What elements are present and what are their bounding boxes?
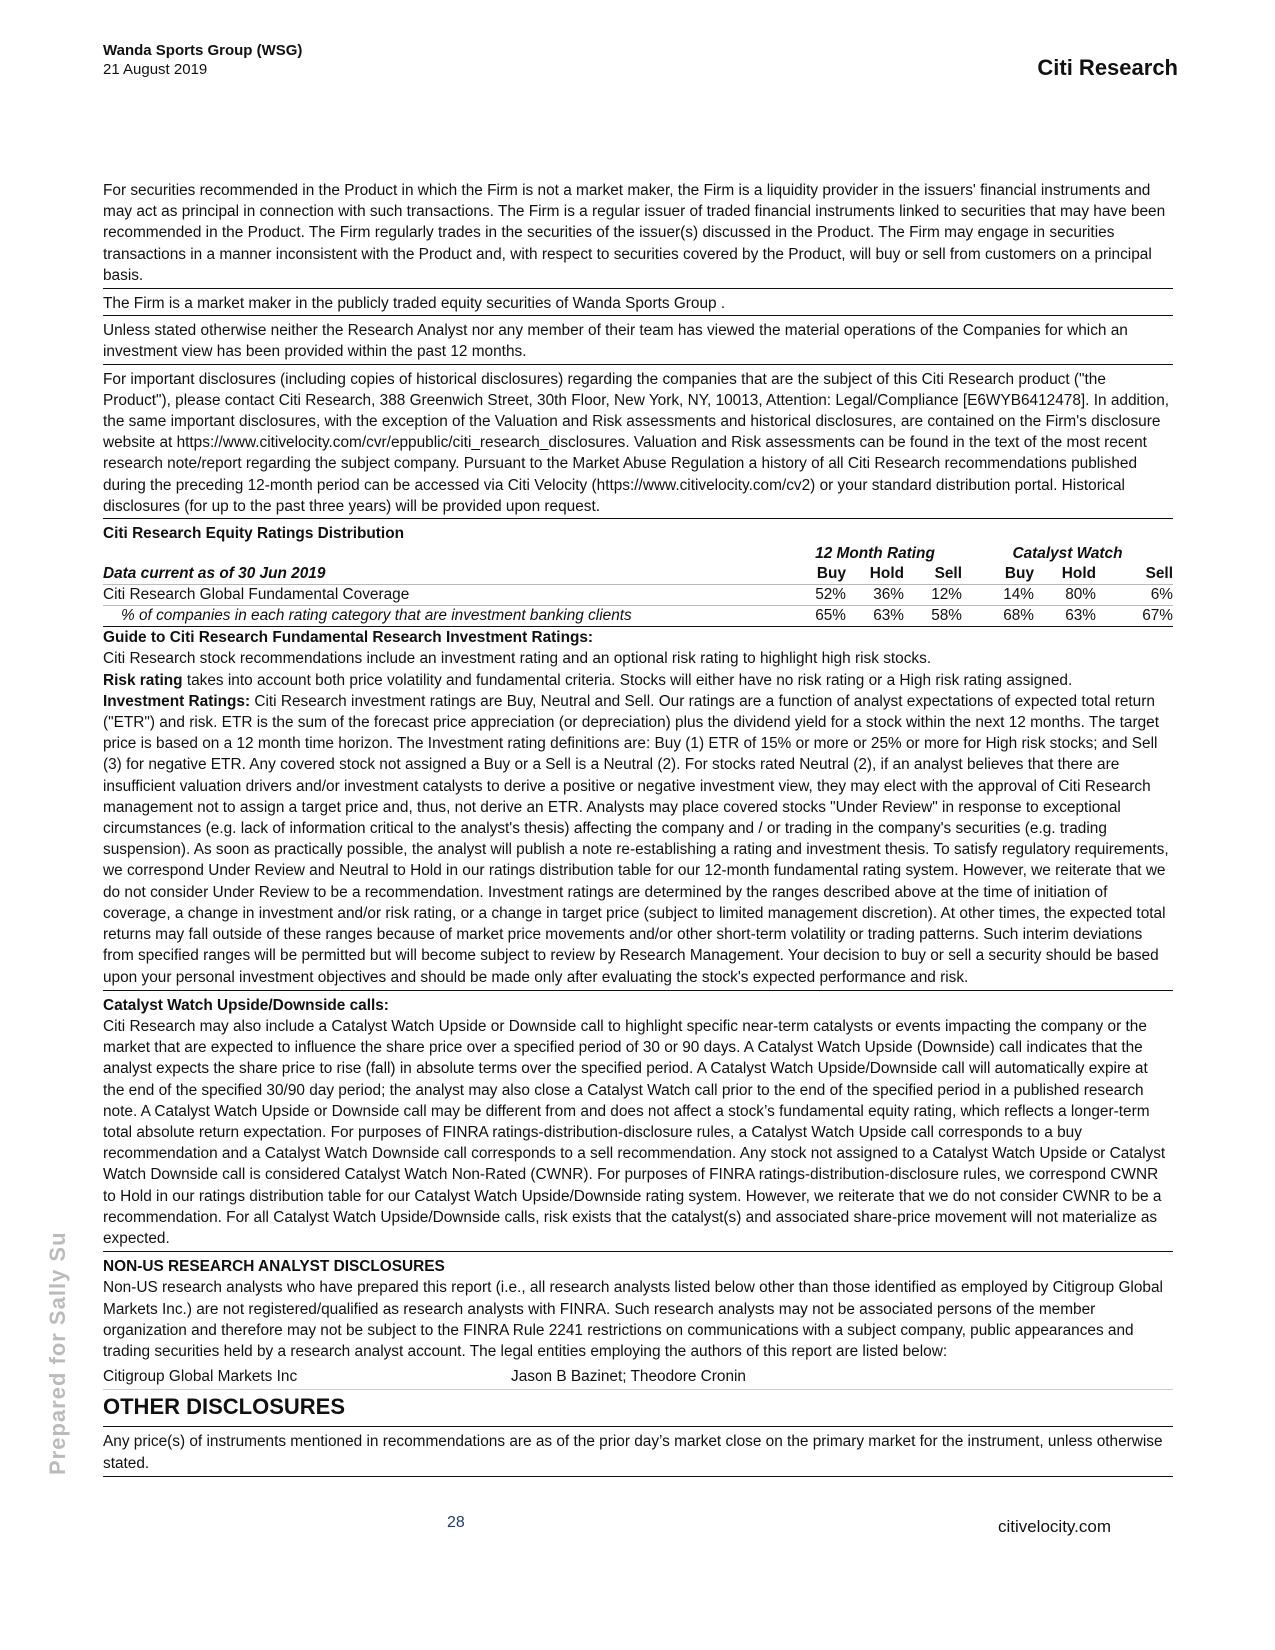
market-maker-liquidity-paragraph: For securities recommended in the Product in which the Firm is not a market maker, the Firm is a liquidity provider in the issuers' financial instruments and may act as principal in connection with such transactions. The Firm is a regular issuer of traded financial instruments linked to securities that may have been recommended in the Product. The Firm regularly trades in the securities of the issuer(s) discussed in the Product. The Firm may engage in securities transactions in a manner inconsistent with the Product and, with respect to securities covered by the Product, will buy or sell from customers on a principal basis. xyxy=(103,180,1173,289)
table-row xyxy=(103,585,1173,606)
ratings-distribution-title: Citi Research Equity Ratings Distribution xyxy=(103,525,405,543)
page-number: 28 xyxy=(447,1514,465,1531)
non-us-analyst-section xyxy=(103,1252,1173,1390)
footer-website: citivelocity.com xyxy=(997,1517,1111,1536)
row-label: % of companies in each rating category that are investment banking clients xyxy=(103,606,788,627)
column-header: Sell xyxy=(904,564,962,585)
table-cell: 6% xyxy=(1096,585,1173,606)
data-current-label: Data current as of 30 Jun 2019 xyxy=(103,564,788,585)
risk-rating-label: Risk rating xyxy=(103,671,183,689)
table-cell: 52% xyxy=(788,585,846,606)
column-header: Hold xyxy=(846,564,904,585)
column-header: Sell xyxy=(1096,564,1173,585)
company-name: Wanda Sports Group (WSG) xyxy=(103,42,303,59)
brand-title: Citi Research xyxy=(1037,55,1178,80)
legal-entity-name: Citigroup Global Markets Inc xyxy=(103,1368,298,1386)
table-row xyxy=(103,606,1173,627)
analyst-viewed-paragraph: Unless stated otherwise neither the Research Analyst nor any member of their team has viewed the material operations of the Companies for which an investment view has been provided within the past 12 months. xyxy=(103,316,1173,364)
group-12-month-rating: 12 Month Rating xyxy=(815,545,935,563)
ratings-guide-section xyxy=(103,627,1173,990)
firm-market-maker-paragraph: The Firm is a market maker in the publicly traded equity securities of Wanda Sports Group . xyxy=(103,289,1173,316)
legal-entity-row xyxy=(103,1362,1173,1390)
non-us-analyst-title: NON-US RESEARCH ANALYST DISCLOSURES xyxy=(103,1258,445,1276)
ratings-guide-intro: Citi Research stock recommendations include an investment rating and an optional risk rating to highlight high risk stocks. xyxy=(103,650,932,668)
catalyst-watch-text: Citi Research may also include a Catalyst Watch Upside or Downside call to highlight specific near-term catalysts or events impacting the company or the market that are expected to influence the share price over a specified period of 30 or 90 days. A Catalyst Watch Upside (Downside) call indicates that the analyst expects the share price to rise (fall) in absolute terms over the specified period. A Catalyst Watch Upside/Downside call will automatically expire at the end of the specified 30/90 day period; the analyst may also close a Catalyst Watch call prior to the end of the specified period in a published research note. A Catalyst Watch Upside or Downside call may be different from and does not affect a stock’s fundamental equity rating, which reflects a longer-term total absolute return expectation. For purposes of FINRA ratings-distribution-disclosure rules, a Catalyst Watch Upside call corresponds to a buy recommendation and a Catalyst Watch Downside call corresponds to a sell recommendation. Any stock not assigned to a Catalyst Watch Upside or Catalyst Watch Downside call is considered Catalyst Watch Non-Rated (CWNR). For purposes of FINRA ratings-distribution-disclosure rules, we correspond CWNR to Hold in our ratings distribution table for our Catalyst Watch Upside/Downside rating system. However, we reiterate that we do not consider CWNR to be a recommendation. For all Catalyst Watch Upside/Downside calls, risk exists that the catalyst(s) and associated share-price movement will not materialize as expected. xyxy=(103,1017,1166,1247)
ratings-distribution-table xyxy=(103,544,1173,627)
prepared-for-watermark: Prepared for Sally Su xyxy=(45,1231,70,1475)
catalyst-watch-title: Catalyst Watch Upside/Downside calls: xyxy=(103,996,389,1014)
risk-rating-paragraph xyxy=(103,670,1173,691)
table-cell: 14% xyxy=(962,585,1034,606)
risk-rating-text: takes into account both price volatility and fundamental criteria. Stocks will either have no risk rating or a High risk rating assigned. xyxy=(182,671,1073,689)
column-header: Buy xyxy=(962,564,1034,585)
other-disclosures-text: Any price(s) of instruments mentioned in recommendations are as of the prior day’s market close on the primary market for the instrument, unless otherwise stated. xyxy=(103,1427,1173,1476)
table-cell: 36% xyxy=(846,585,904,606)
disclosure-body xyxy=(103,180,1173,1477)
group-catalyst-watch: Catalyst Watch xyxy=(1012,545,1123,563)
table-cell: 80% xyxy=(1034,585,1096,606)
investment-ratings-label: Investment Ratings: xyxy=(103,692,251,710)
column-header: Buy xyxy=(788,564,846,585)
table-cell: 63% xyxy=(1034,606,1096,627)
table-cell: 63% xyxy=(846,606,904,627)
table-cell: 67% xyxy=(1096,606,1173,627)
investment-ratings-paragraph xyxy=(103,691,1173,990)
table-cell: 65% xyxy=(788,606,846,627)
row-label: Citi Research Global Fundamental Coverage xyxy=(103,585,788,606)
table-cell: 12% xyxy=(904,585,962,606)
analyst-names: Jason B Bazinet; Theodore Cronin xyxy=(511,1368,746,1386)
other-disclosures-title: OTHER DISCLOSURES xyxy=(103,1390,1173,1427)
report-header xyxy=(103,42,302,78)
column-header: Hold xyxy=(1034,564,1096,585)
table-cell: 58% xyxy=(904,606,962,627)
table-cell: 68% xyxy=(962,606,1034,627)
ratings-guide-title: Guide to Citi Research Fundamental Research Investment Ratings: xyxy=(103,629,594,647)
catalyst-watch-section xyxy=(103,991,1173,1252)
report-date: 21 August 2019 xyxy=(103,61,208,78)
non-us-analyst-text: Non-US research analysts who have prepared this report (i.e., all research analysts listed below other than those identified as employed by Citigroup Global Markets Inc.) are not registered/qualified as research analysts with FINRA. Such research analysts may not be associated persons of the member organization and therefore may not be subject to the FINRA Rule 2241 restrictions on communications with a subject company, public appearances and trading securities held by a research analyst account. The legal entities employing the authors of this report are listed below: xyxy=(103,1279,1163,1360)
important-disclosures-paragraph: For important disclosures (including copies of historical disclosures) regarding the companies that are the subject of this Citi Research product ("the Product"), please contact Citi Research, 388 Greenwich Street, 30th Floor, New York, NY, 10013, Attention: Legal/Compliance [E6WYB6412478]. In addition, the same important disclosures, with the exception of the Valuation and Risk assessments and historical disclosures, are contained on the Firm's disclosure website at https://www.citivelocity.com/cvr/eppublic/citi_research_disclosures. Valuation and Risk assessments can be found in the text of the most recent research note/report regarding the subject company. Pursuant to the Market Abuse Regulation a history of all Citi Research recommendations published during the preceding 12-month period can be accessed via Citi Velocity (https://www.citivelocity.com/cv2) or your standard distribution portal. Historical disclosures (for up to the past three years) will be provided upon request. xyxy=(103,365,1173,519)
investment-ratings-text: Citi Research investment ratings are Buy, Neutral and Sell. Our ratings are a function of analyst expectations of expected total return ("ETR") and risk. ETR is the sum of the forecast price appreciation (or depreciation) plus the dividend yield for a stock within the next 12 months. The target price is based on a 12 month time horizon. The Investment rating definitions are: Buy (1) ETR of 15% or more or 25% or more for High risk stocks; and Sell (3) for negative ETR. Any covered stock not assigned a Buy or a Sell is a Neutral (2). For stocks rated Neutral (2), if an analyst believes that there are insufficient valuation drivers and/or investment catalysts to derive a positive or negative investment view, they may elect with the approval of Citi Research management not to assign a target price and, thus, not derive an ETR. Analysts may place covered stocks "Under Review" in response to exceptional circumstances (e.g. lack of information critical to the analyst's thesis) affecting the company and / or trading in the company's securities (e.g. trading suspension). As soon as practically possible, the analyst will publish a note re-establishing a rating and investment thesis. To satisfy regulatory requirements, we correspond Under Review and Neutral to Hold in our ratings distribution table for our 12-month fundamental rating system. However, we reiterate that we do not consider Under Review to be a recommendation. Investment ratings are determined by the ranges described above at the time of initiation of coverage, a change in investment and/or risk rating, or a change in target price (subject to limited management discretion). At other times, the expected total returns may fall outside of these ranges because of market price movements and/or other short-term volatility or trading patterns. Such interim deviations from specified ranges will be permitted but will become subject to review by Research Management. Your decision to buy or sell a security should be based upon your personal investment objectives and should be made only after evaluating the stock's expected performance and risk. xyxy=(103,692,1169,986)
